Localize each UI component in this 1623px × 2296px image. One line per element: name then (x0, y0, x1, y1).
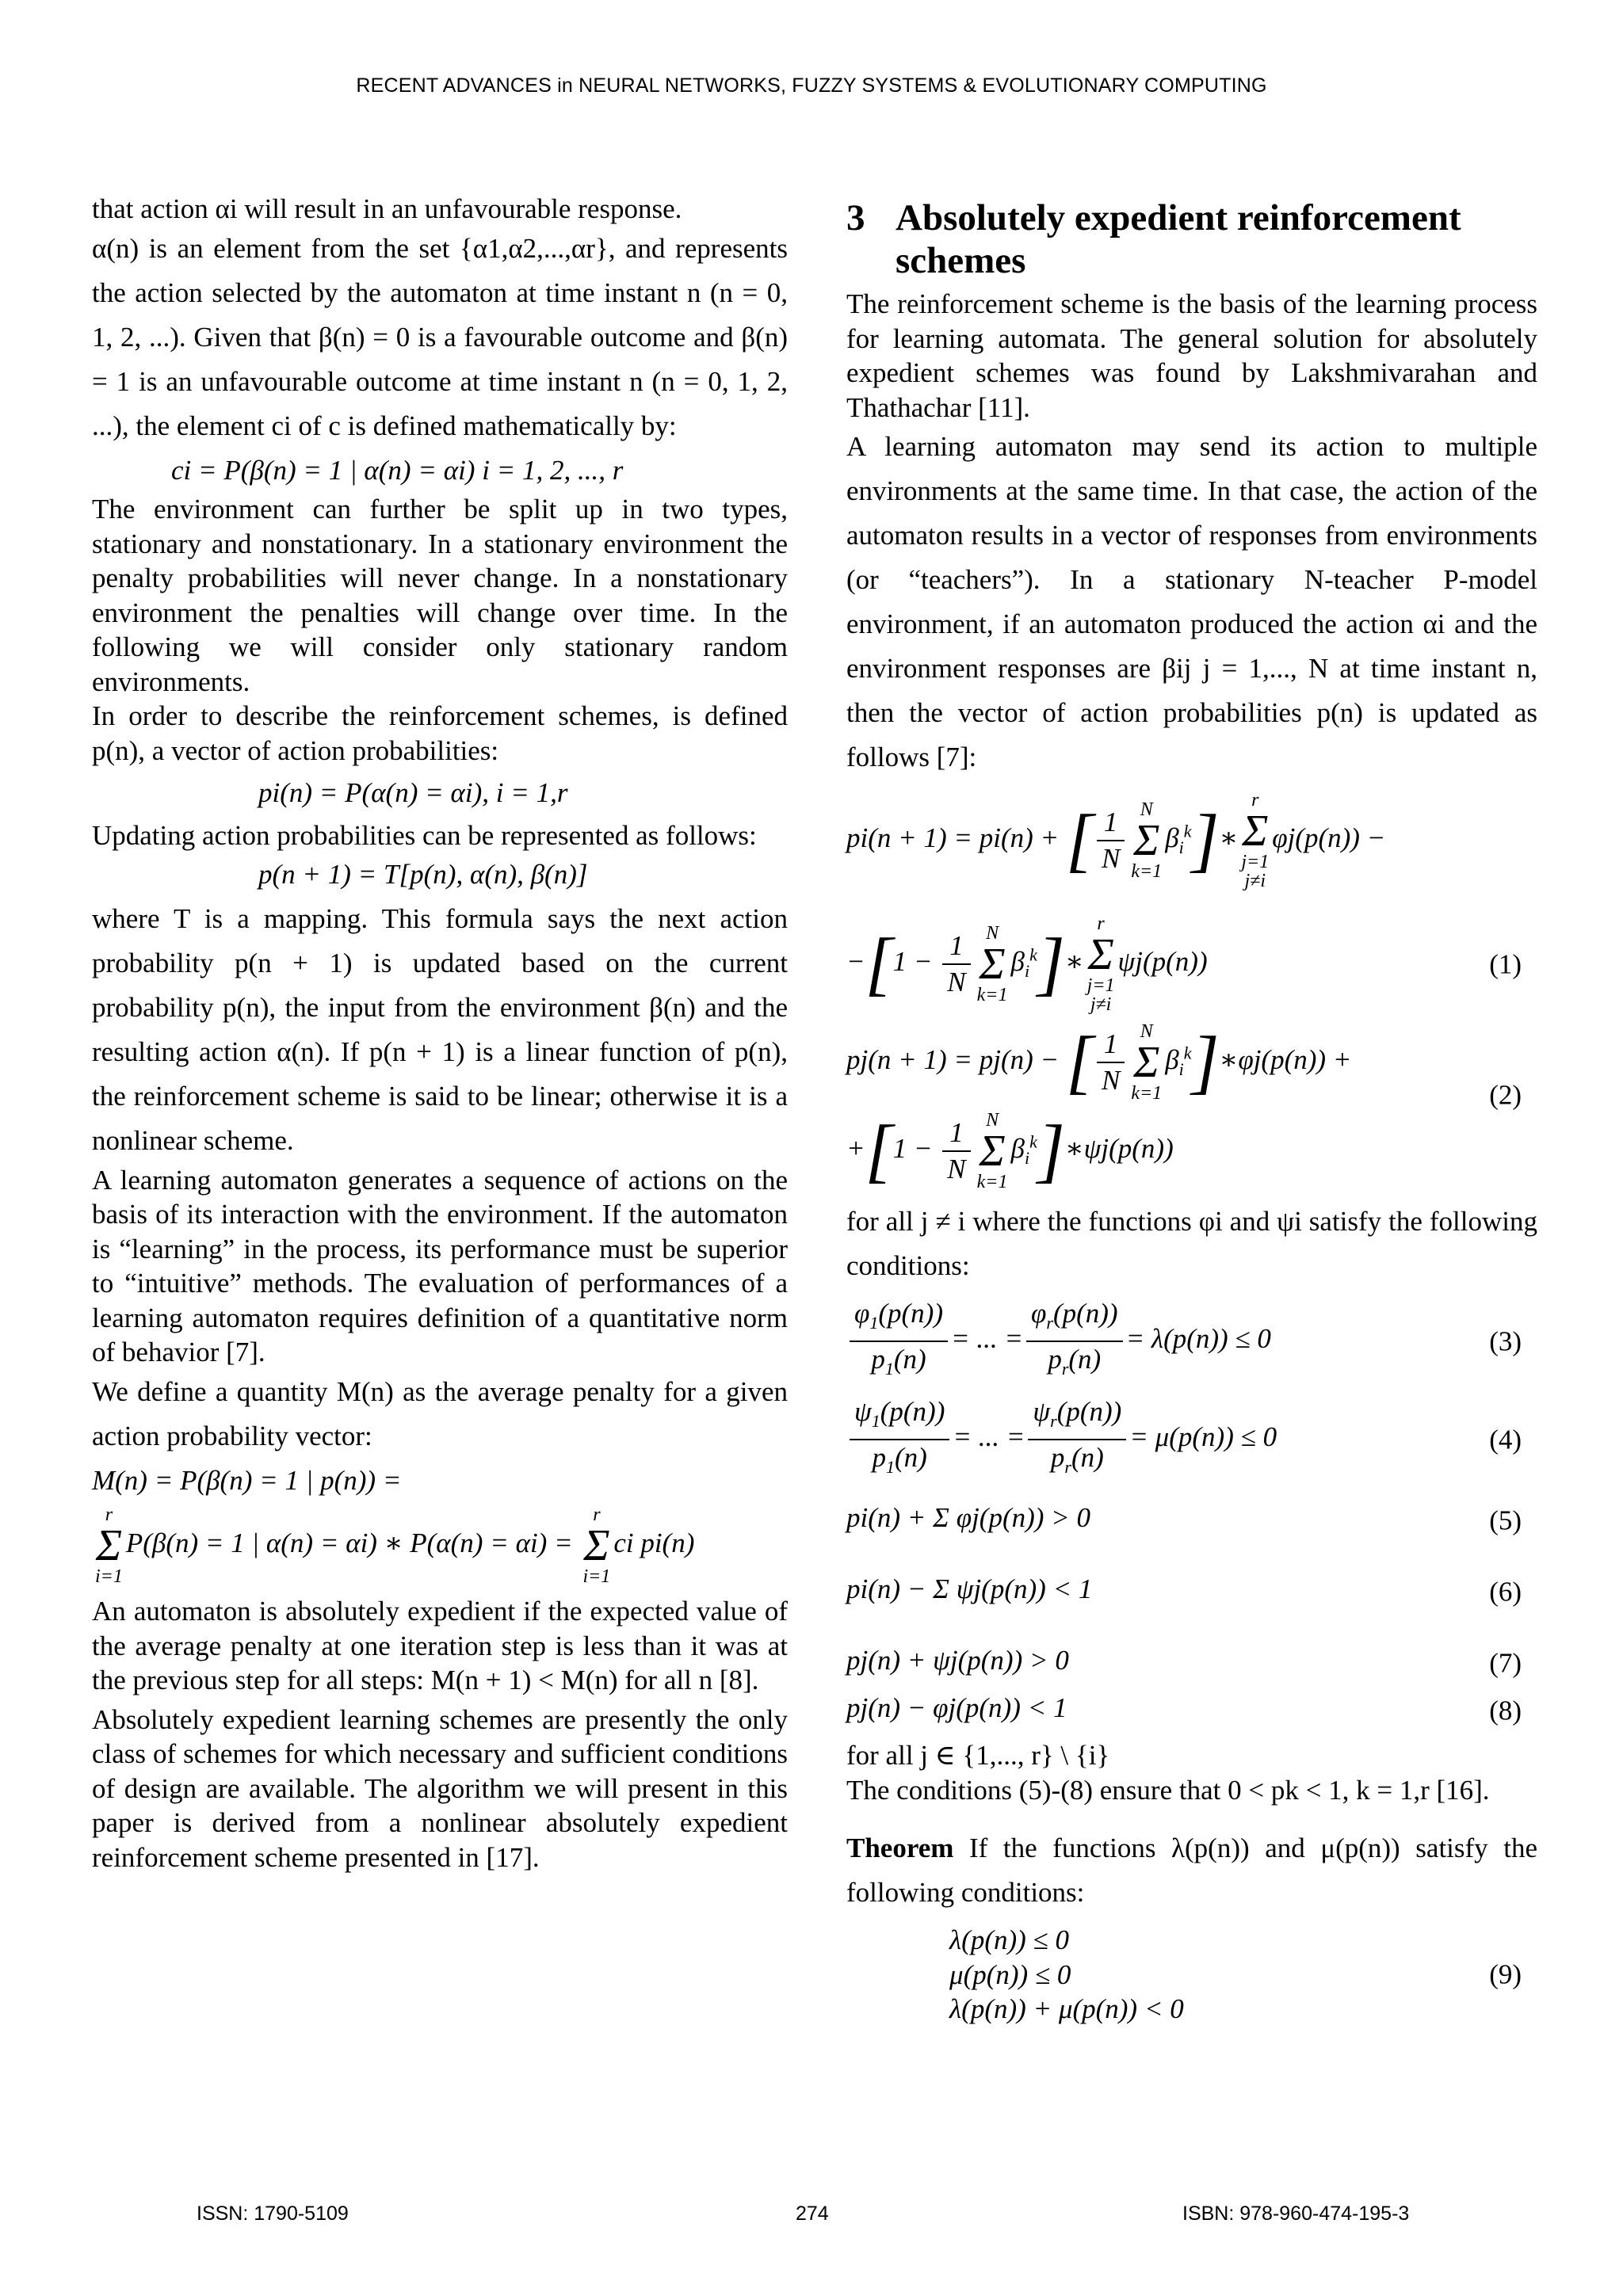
equation-T: p(n + 1) = T[p(n), α(n), β(n)] (258, 859, 588, 890)
section-heading (846, 196, 1537, 282)
equation-number-7: (7) (1489, 1647, 1522, 1679)
theorem-text: If the functions λ(p(n)) and μ(p(n)) satisfy the following conditions: (846, 1833, 1537, 1908)
section-title-line2: schemes (896, 240, 1026, 281)
footer-issn: ISSN: 1790-5109 (197, 2203, 349, 2225)
equation-number-8: (8) (1489, 1695, 1522, 1726)
left-paragraph-8: We define a quantity M(n) as the average penalty for a given action probability vector: (92, 1375, 788, 1451)
equation-p: pi(n) = P(α(n) = αi), i = 1,r (258, 777, 568, 808)
equation-M-line1: M(n) = P(β(n) = 1 | p(n)) = (92, 1464, 402, 1496)
right-paragraph-6 (846, 1826, 1537, 1915)
footer-page-number: 274 (796, 2203, 829, 2225)
sum-symbol: r Σ i=1 (95, 1505, 123, 1587)
equation-3: $\frac{\varphi_1(p(n))}{p_1(n)}$ = ... = $\frac{\varphi_r(p(n))}{p_r(n)}$ = λ(p(n)) ≤ 0 (3) (846, 1296, 1537, 1386)
theorem-label: Theorem (846, 1833, 954, 1863)
equation-number-6: (6) (1489, 1576, 1522, 1608)
eq4-tail: = μ(p(n)) ≤ 0 (1129, 1421, 1277, 1453)
equation-number-1: (1) (1489, 948, 1522, 980)
eq2b-rhs: ψj(p(n)) (1083, 1133, 1174, 1165)
equation-1a: pi(n + 1) = pi(n) + [ $\frac{1}{N}$ N Σ $k=1\beta_i^k]∗r$ Σ j=1 j≠iφj(p(n)) − (846, 790, 1386, 891)
section-title-line1: Absolutely expedient reinforcement (896, 197, 1461, 238)
equation-number-5: (5) (1489, 1505, 1522, 1536)
running-header: RECENT ADVANCES in NEURAL NETWORKS, FUZZY SYSTEMS & EVOLUTIONARY COMPUTING (356, 74, 1267, 97)
left-paragraph-2: α(n) is an element from the set {α1,α2,...,αr}, and represents the action selected by the automaton at time instant n (n = 0, 1, 2, ...). Given that β(n) = 0 is a favourable outcome and β(n) = 1 is an unfavourable outcome at time instant n (n = 0, 1, 2, ...), the element ci of c is defined mathematically by: (92, 232, 788, 441)
eq6-text: pi(n) − Σ ψj(p(n)) < 1 (846, 1573, 1093, 1604)
left-paragraph-10: Absolutely expedient learning schemes are presently the only class of schemes for which necessary and sufficient conditions of design are available. The algorithm we will present in this paper is derived from a nonlinear absolutely expedient reinforcement scheme presented in [17]. (92, 1703, 788, 1873)
left-paragraph-9: An automaton is absolutely expedient if the expected value of the average penalty at one iteration step is less than it was at the previous step for all steps: M(n + 1) < M(n) for all n [8]. (92, 1596, 788, 1695)
footer-isbn: ISBN: 978-960-474-195-3 (1182, 2203, 1410, 2225)
right-column (846, 192, 1537, 2035)
sum-symbol: r Σ i=1 (582, 1505, 611, 1587)
eq7-text: pj(n) + ψj(p(n)) > 0 (846, 1645, 1069, 1676)
eq1-rhs: φj(p(n)) − (1272, 822, 1386, 854)
equation-M-part-b: ci pi(n) (613, 1527, 695, 1559)
equation-2a: pj(n + 1) = pj(n) − [ $\frac{1}{N}$ N Σ $k=1\beta_i^k]∗\varphi j(p(n))$ + (846, 1021, 1352, 1104)
eq9-line2: μ(p(n)) ≤ 0 (949, 1958, 1071, 1990)
equation-2b: +[1 − $\frac{1}{N}$ N Σ $k=1\beta_i^k]∗\psi j(p(n))$ (2) (846, 1079, 1522, 1192)
eq3-tail: = λ(p(n)) ≤ 0 (1125, 1323, 1271, 1355)
right-paragraph-4: for all j ∈ {1,..., r} \ {i} (846, 1740, 1110, 1771)
equation-number-9: (9) (1489, 1958, 1522, 1990)
left-paragraph-3: The environment can further be split up in two types, stationary and nonstationary. In a stationary environment the penalty probabilities will never change. In a nonstationary environment the penalties will change over time. In the following we will consider only stationary random environments. (92, 494, 788, 697)
equation-1b: −[1 − $\frac{1}{N}$ N Σ $k=1\beta_i^k]∗r$ Σ j=1 j≠iψj(p(n)) (1) (846, 913, 1522, 1015)
right-paragraph-3: for all j ≠ i where the functions φi and ψi satisfy the following conditions: (846, 1206, 1537, 1281)
equation-M-part-a: P(β(n) = 1 | α(n) = αi) ∗ P(α(n) = αi) = (125, 1527, 573, 1559)
equation-5 (846, 1501, 1537, 1540)
left-paragraph-4: In order to describe the reinforcement schemes, is defined p(n), a vector of action probabilities: (92, 700, 788, 766)
equation-c: ci = P(β(n) = 1 | α(n) = αi) i = 1, 2, ..., r (171, 454, 624, 486)
left-paragraph-5: Updating action probabilities can be represented as follows: (92, 819, 757, 851)
eq9-line3: λ(p(n)) + μ(p(n)) < 0 (949, 1993, 1184, 2024)
eq1b-rhs: ψj(p(n)) (1117, 946, 1208, 978)
equation-number-2: (2) (1489, 1079, 1522, 1111)
right-paragraph-2: A learning automaton may send its action to multiple environments at the same time. In that case, the action of the automaton results in a vector of responses from environments (or “teachers”). In a stationary N-teacher P-model environment, if an automaton produced the action αi and the environment responses are βij j = 1,..., N at time instant n, then the vector of action probabilities p(n) is updated as follows [7]: (846, 431, 1537, 772)
eq9-line1: λ(p(n)) ≤ 0 (949, 1924, 1069, 1955)
equation-9 (846, 1923, 1537, 2027)
equation-4: $\frac{\psi_1(p(n))}{p_1(n)}$ = ... = $\frac{\psi_r(p(n))}{p_r(n)}$ = μ(p(n)) ≤ 0 (4) (846, 1394, 1537, 1485)
section-number: 3 (846, 197, 865, 238)
eq3-mid: = ... = (951, 1323, 1023, 1355)
left-paragraph-1: that action αi will result in an unfavourable response. (92, 193, 682, 224)
equation-7 (846, 1643, 1537, 1683)
eq8-text: pj(n) − φj(p(n)) < 1 (846, 1692, 1067, 1723)
left-column (92, 192, 788, 1875)
equation-6 (846, 1572, 1537, 1611)
eq1-lhs: pi(n + 1) = pi(n) + (846, 822, 1060, 854)
left-paragraph-6: where T is a mapping. This formula says the next action probability p(n + 1) is updated based on the current probability p(n), the input from the environment β(n) and the resulting action α(n). If p(n + 1) is a linear function of p(n), the reinforcement scheme is said to be linear; otherwise it is a nonlinear scheme. (92, 902, 788, 1156)
equation-8 (846, 1691, 1537, 1730)
left-paragraph-7: A learning automaton generates a sequence of actions on the basis of its interaction with the environment. If the automaton is “learning” in the process, its performance must be superior to “intuitive” methods. The evaluation of performances of a learning automaton requires definition of a quantitative norm of behavior [7]. (92, 1164, 788, 1367)
right-paragraph-5: The conditions (5)-(8) ensure that 0 < pk < 1, k = 1,r [16]. (846, 1774, 1490, 1806)
equation-number-3: (3) (1489, 1325, 1522, 1357)
eq4-mid: = ... = (953, 1421, 1025, 1453)
right-paragraph-1: The reinforcement scheme is the basis of the learning process for learning automata. The general solution for absolutely expedient schemes was found by Lakshmivarahan and Thathachar [11]. (846, 288, 1537, 423)
eq2-rhs: φj(p(n)) + (1238, 1044, 1352, 1076)
equation-M-line2 (92, 1505, 788, 1586)
eq5-text: pi(n) + Σ φj(p(n)) > 0 (846, 1502, 1091, 1533)
eq2-lhs: pj(n + 1) = pj(n) − (846, 1044, 1060, 1076)
equation-number-4: (4) (1489, 1424, 1522, 1455)
